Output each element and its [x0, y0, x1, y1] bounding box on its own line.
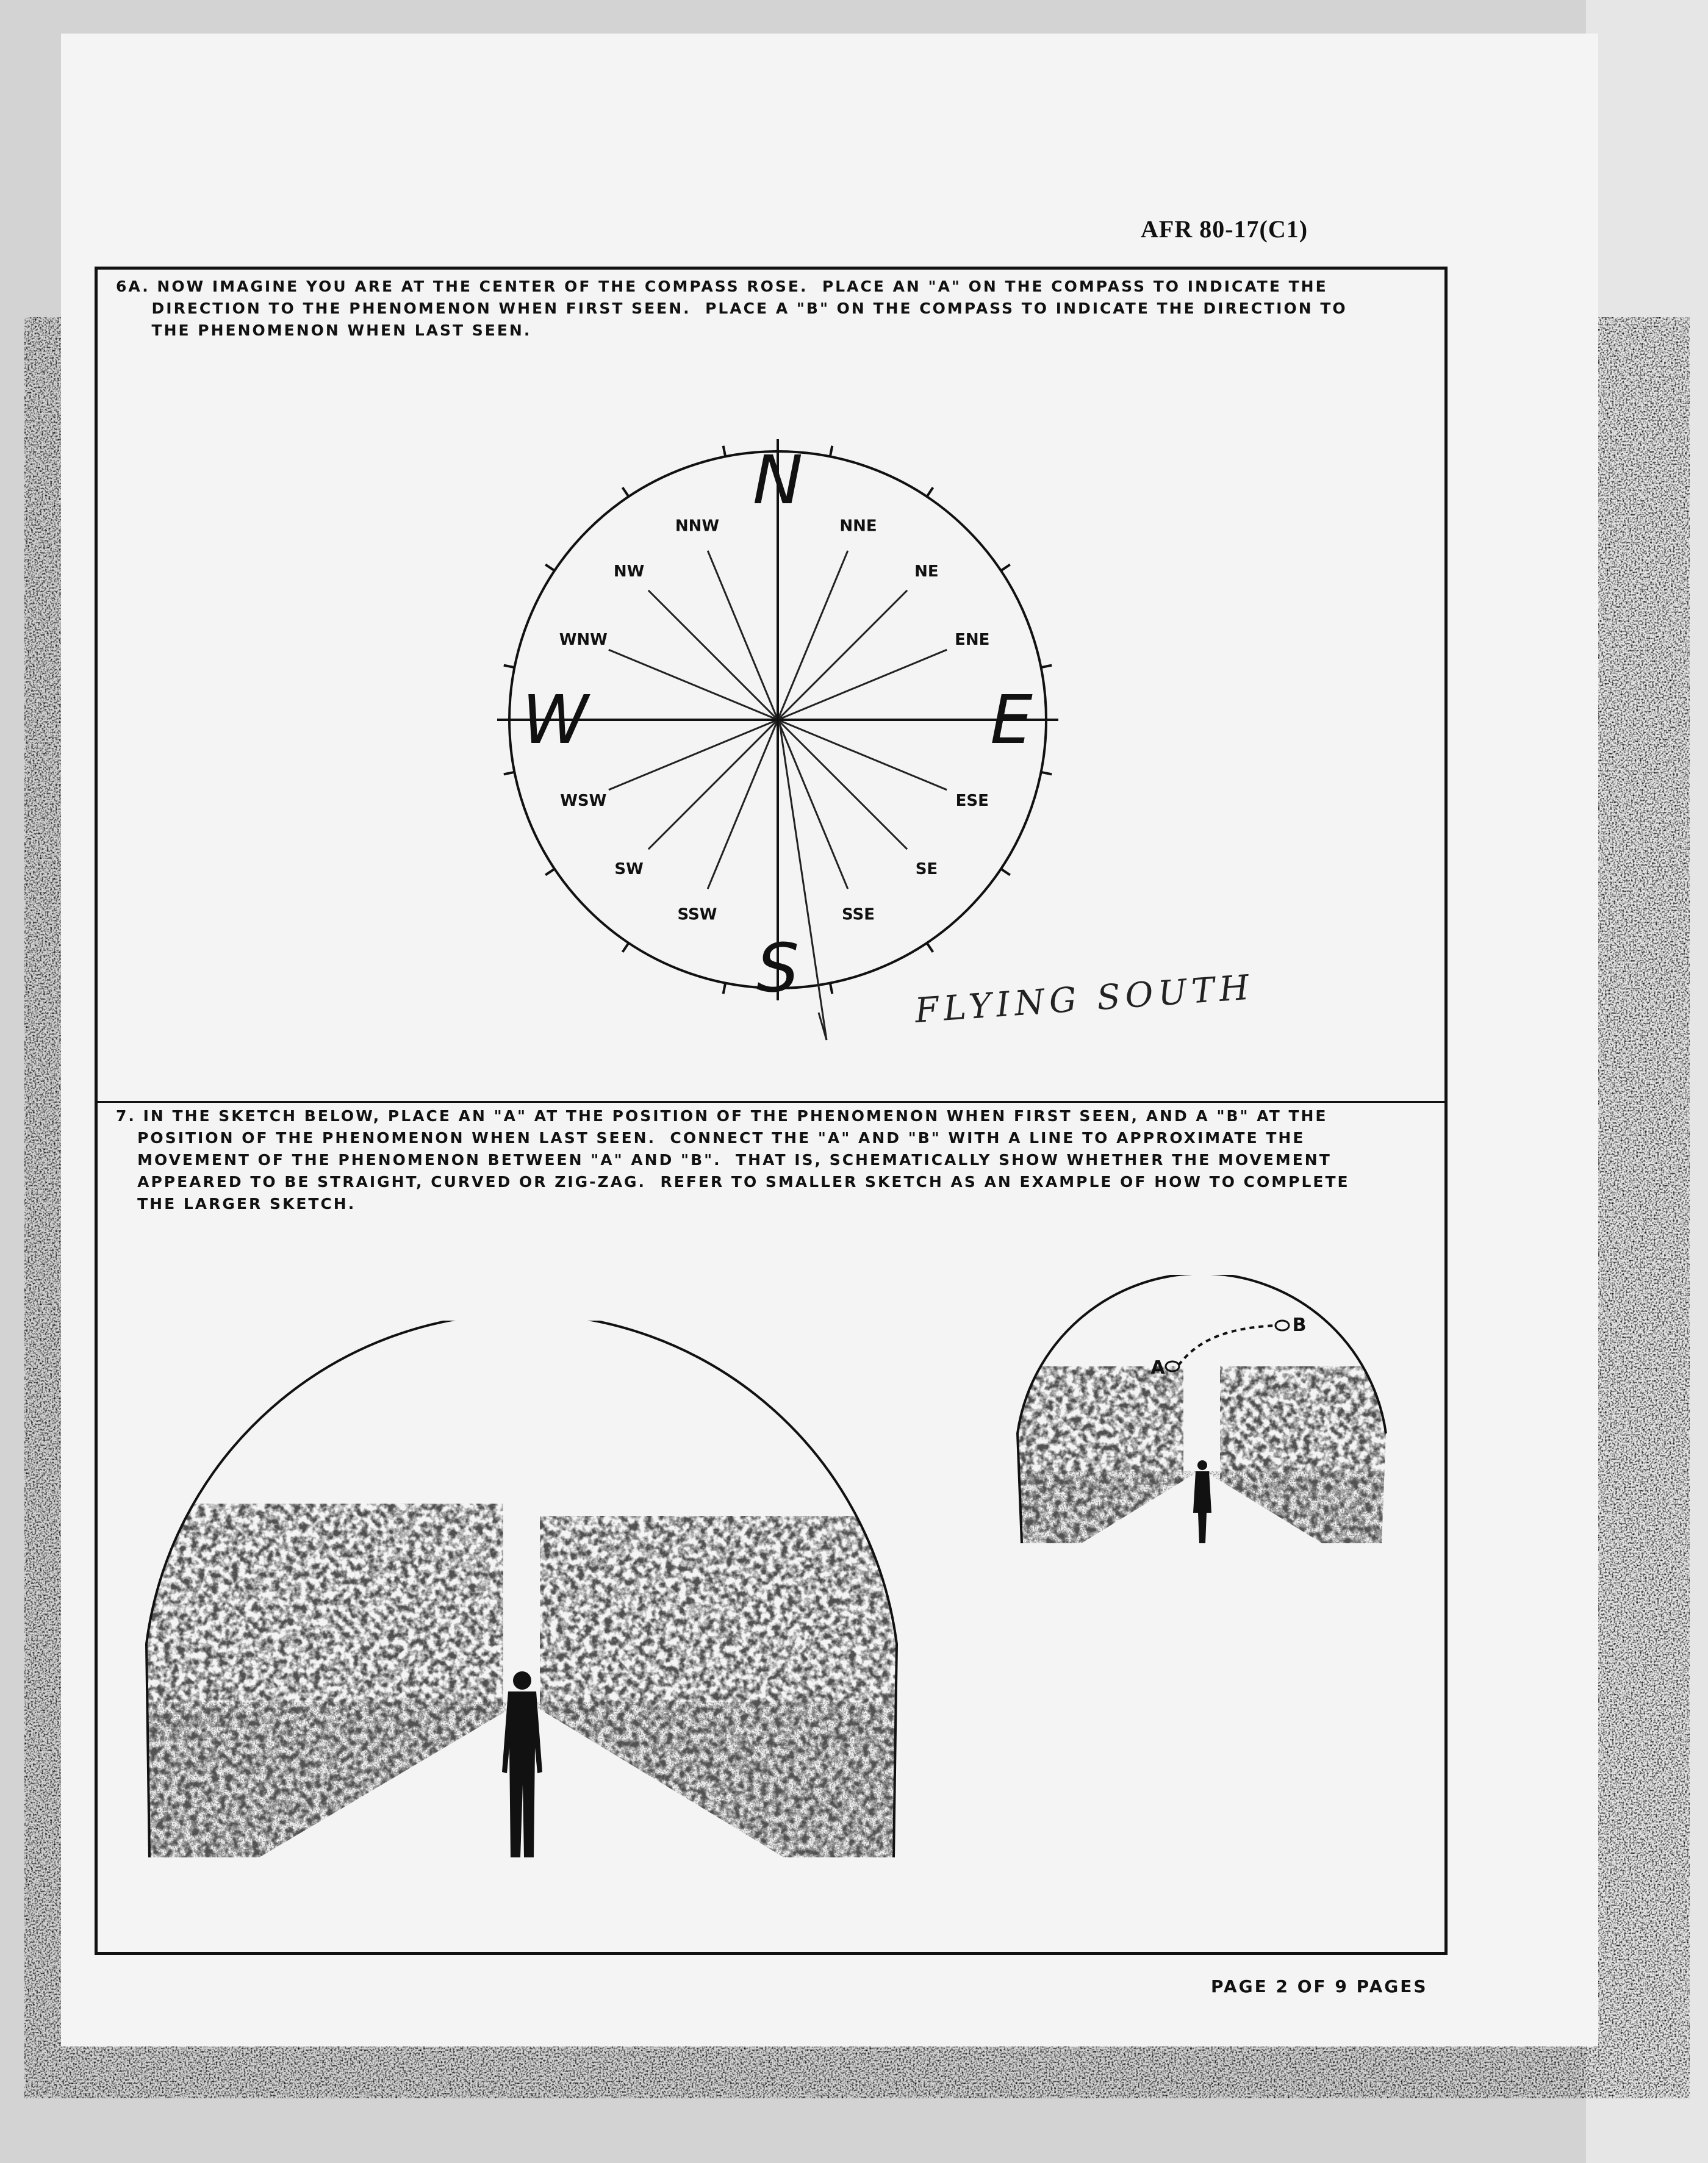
- question-7-instruction: 7. IN THE SKETCH BELOW, PLACE AN "A" AT THE POSITION OF THE PHENOMENON WHEN FIRST SEEN, AND A "B" AT THE POSITION OF THE PHENOMENON WHEN LAST SEEN. CONNECT THE "A" AND "B" WITH A LINE TO APPROXIMATE THE MOVEMENT OF THE PHENOMENON BETWEEN "A" AND "B". THAT IS, SCHEMATICALLY SHOW WHETHER THE MOVEMENT APPEARED TO BE STRAIGHT, CURVED OR ZIG-ZAG. REFER TO SMALLER SKETCH AS AN EXAMPLE OF HOW TO COMPLETE THE LARGER SKETCH.: [116, 1107, 1350, 1213]
- point-label-wnw: WNW: [559, 630, 608, 649]
- question-6a-instruction: 6A. NOW IMAGINE YOU ARE AT THE CENTER OF THE COMPASS ROSE. PLACE AN "A" ON THE COMPASS TO INDICATE THE DIRECTION TO THE PHENOMENON WHEN FIRST SEEN. PLACE A "B" ON THE COMPASS TO INDICATE THE DIRECTION TO THE PHENOMENON WHEN LAST SEEN.: [116, 278, 1347, 339]
- point-label-sw: SW: [614, 859, 644, 878]
- point-label-se: SE: [915, 859, 938, 878]
- compass-tick: [927, 943, 933, 952]
- handwritten-note: FLYING SOUTH: [913, 967, 1255, 1031]
- compass-tick: [723, 983, 726, 994]
- large-sketch[interactable]: [137, 1321, 906, 1857]
- compass-tick: [1041, 772, 1052, 775]
- point-label-nw: NW: [613, 562, 645, 581]
- cardinal-south: S: [756, 929, 799, 1007]
- point-label-ese: ESE: [955, 792, 989, 811]
- point-label-nne: NNE: [839, 517, 877, 536]
- point-label-sse: SSE: [842, 905, 875, 924]
- point-label-nnw: NNW: [675, 517, 720, 536]
- ray-ne: [778, 590, 907, 720]
- compass-tick: [830, 446, 833, 457]
- compass-tick: [623, 487, 629, 497]
- compass-tick: [545, 869, 554, 875]
- cardinal-west: W: [522, 681, 589, 759]
- page-footer: PAGE 2 OF 9 PAGES: [1211, 1976, 1428, 1996]
- section-divider: [98, 1101, 1444, 1103]
- point-label-ene: ENE: [955, 630, 990, 649]
- compass-tick: [1041, 665, 1052, 668]
- ray-sw: [648, 720, 778, 849]
- point-label-ne: NE: [914, 562, 939, 581]
- compass-tick: [723, 446, 726, 457]
- small-example-sketch: [1013, 1275, 1391, 1555]
- point-label-ssw: SSW: [677, 905, 717, 924]
- compass-rose[interactable]: [488, 424, 1068, 1058]
- compass-tick: [1001, 565, 1010, 571]
- cardinal-north: N: [752, 441, 803, 519]
- compass-tick: [623, 943, 629, 952]
- document-number: AFR 80-17(C1): [1141, 215, 1308, 243]
- compass-tick: [830, 983, 833, 994]
- compass-tick: [545, 565, 554, 571]
- compass-tick: [504, 665, 515, 668]
- example-label-a: A: [1150, 1357, 1165, 1379]
- example-label-b: B: [1292, 1315, 1307, 1336]
- point-label-wsw: WSW: [560, 792, 607, 811]
- ray-nw: [648, 590, 778, 720]
- compass-tick: [1001, 869, 1010, 875]
- ray-se: [778, 720, 907, 849]
- compass-tick: [504, 772, 515, 775]
- cardinal-east: E: [990, 681, 1033, 759]
- compass-tick: [927, 487, 933, 497]
